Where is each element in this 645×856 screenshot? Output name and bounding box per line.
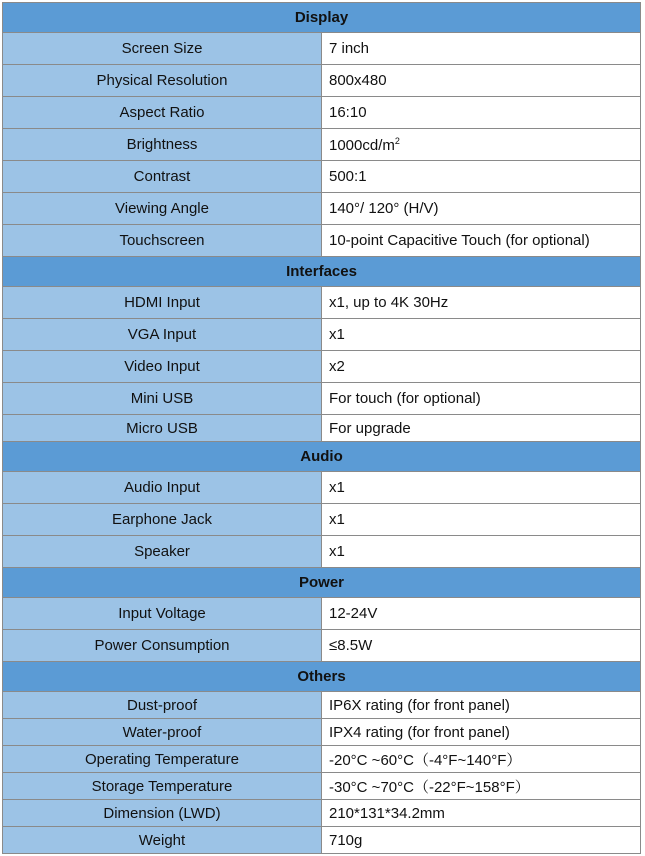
- spec-value-text: For touch (for optional): [329, 390, 481, 407]
- spec-value: [322, 827, 641, 854]
- spec-label: Operating Temperature: [3, 746, 322, 773]
- spec-value: [322, 719, 641, 746]
- spec-value-text: x1: [329, 326, 345, 343]
- spec-value: [322, 33, 641, 65]
- spec-value: [322, 773, 641, 800]
- spec-label: Storage Temperature: [3, 773, 322, 800]
- spec-value: [322, 692, 641, 719]
- section-header-interfaces: [3, 257, 641, 287]
- spec-row-mini-usb: [3, 383, 641, 415]
- spec-value-text: 500:1: [329, 168, 367, 185]
- spec-row-speaker: [3, 536, 641, 568]
- spec-label: Contrast: [3, 161, 322, 193]
- spec-row-micro-usb: [3, 415, 641, 442]
- spec-row-input-voltage: [3, 598, 641, 630]
- spec-value: [322, 97, 641, 129]
- spec-value: [322, 598, 641, 630]
- spec-value: [322, 225, 641, 257]
- spec-label: Micro USB: [3, 415, 322, 442]
- spec-value-text: x1: [329, 543, 345, 560]
- spec-label: Dust-proof: [3, 692, 322, 719]
- spec-value-text: -20°C ~60°C（-4°F~140°F）: [329, 751, 522, 769]
- spec-label: Mini USB: [3, 383, 322, 415]
- spec-label: Screen Size: [3, 33, 322, 65]
- spec-table-body: [3, 3, 641, 854]
- spec-row-touchscreen: [3, 225, 641, 257]
- spec-value: [322, 193, 641, 225]
- spec-label: Dimension (LWD): [3, 800, 322, 827]
- spec-row-power-consumption: [3, 630, 641, 662]
- spec-value-text: 710g: [329, 831, 363, 849]
- spec-row-brightness: [3, 129, 641, 161]
- spec-value-text: 1000cd/m: [329, 136, 395, 154]
- spec-label: Weight: [3, 827, 322, 854]
- spec-row-physical-resolution: [3, 65, 641, 97]
- spec-value-text: ≤8.5W: [329, 637, 373, 654]
- spec-row-aspect-ratio: [3, 97, 641, 129]
- spec-label: Input Voltage: [3, 598, 322, 630]
- spec-row-dust-proof: [3, 692, 641, 719]
- spec-value: [322, 800, 641, 827]
- spec-label: Brightness: [3, 129, 322, 161]
- spec-value: [322, 65, 641, 97]
- spec-value-text: 140°/ 120° (H/V): [329, 200, 439, 217]
- spec-row-dimension-lwd: [3, 800, 641, 827]
- spec-label: Water-proof: [3, 719, 322, 746]
- spec-row-audio-input: [3, 472, 641, 504]
- section-title: Audio: [3, 442, 641, 472]
- spec-label: Video Input: [3, 351, 322, 383]
- spec-value: [322, 161, 641, 193]
- section-header-display: [3, 3, 641, 33]
- section-title: Others: [3, 662, 641, 692]
- spec-value: [322, 504, 641, 536]
- section-title: Power: [3, 568, 641, 598]
- spec-row-contrast: [3, 161, 641, 193]
- spec-value: [322, 319, 641, 351]
- spec-row-vga-input: [3, 319, 641, 351]
- section-title: Interfaces: [3, 257, 641, 287]
- spec-value-text: x2: [329, 358, 345, 375]
- spec-value: [322, 415, 641, 442]
- spec-value: [322, 129, 641, 161]
- spec-label: Aspect Ratio: [3, 97, 322, 129]
- spec-label: HDMI Input: [3, 287, 322, 319]
- section-header-audio: [3, 442, 641, 472]
- spec-value-text: -30°C ~70°C（-22°F~158°F）: [329, 778, 530, 796]
- spec-label: Viewing Angle: [3, 193, 322, 225]
- spec-table: [2, 2, 641, 854]
- spec-row-earphone-jack: [3, 504, 641, 536]
- spec-row-screen-size: [3, 33, 641, 65]
- spec-value-text: 10-point Capacitive Touch (for optional): [329, 232, 590, 249]
- spec-label: Speaker: [3, 536, 322, 568]
- spec-value-superscript: 2: [394, 135, 400, 146]
- section-header-others: [3, 662, 641, 692]
- spec-value-text: x1, up to 4K 30Hz: [329, 294, 449, 311]
- spec-value: [322, 536, 641, 568]
- spec-row-hdmi-input: [3, 287, 641, 319]
- spec-value: [322, 383, 641, 415]
- spec-row-storage-temperature: [3, 773, 641, 800]
- spec-value-text: x1: [329, 511, 345, 528]
- spec-value-text: 210*131*34.2mm: [329, 804, 445, 822]
- spec-value-text: IP6X rating (for front panel): [329, 696, 510, 714]
- spec-value: [322, 351, 641, 383]
- spec-label: Earphone Jack: [3, 504, 322, 536]
- spec-value: [322, 746, 641, 773]
- spec-value-text: IPX4 rating (for front panel): [329, 723, 510, 741]
- spec-row-operating-temperature: [3, 746, 641, 773]
- spec-value-text: x1: [329, 479, 345, 496]
- spec-value-text: 7 inch: [329, 40, 370, 57]
- spec-value: [322, 287, 641, 319]
- spec-label: Physical Resolution: [3, 65, 322, 97]
- spec-label: Touchscreen: [3, 225, 322, 257]
- spec-value: [322, 472, 641, 504]
- spec-row-weight: [3, 827, 641, 854]
- spec-value-text: 16:10: [329, 104, 367, 121]
- spec-row-video-input: [3, 351, 641, 383]
- section-title: Display: [3, 3, 641, 33]
- spec-value-text: For upgrade: [329, 419, 411, 437]
- spec-value-text: 12-24V: [329, 605, 378, 622]
- spec-value-text: 800x480: [329, 72, 387, 89]
- spec-row-viewing-angle: [3, 193, 641, 225]
- spec-label: VGA Input: [3, 319, 322, 351]
- spec-label: Audio Input: [3, 472, 322, 504]
- spec-row-water-proof: [3, 719, 641, 746]
- section-header-power: [3, 568, 641, 598]
- spec-value: [322, 630, 641, 662]
- spec-label: Power Consumption: [3, 630, 322, 662]
